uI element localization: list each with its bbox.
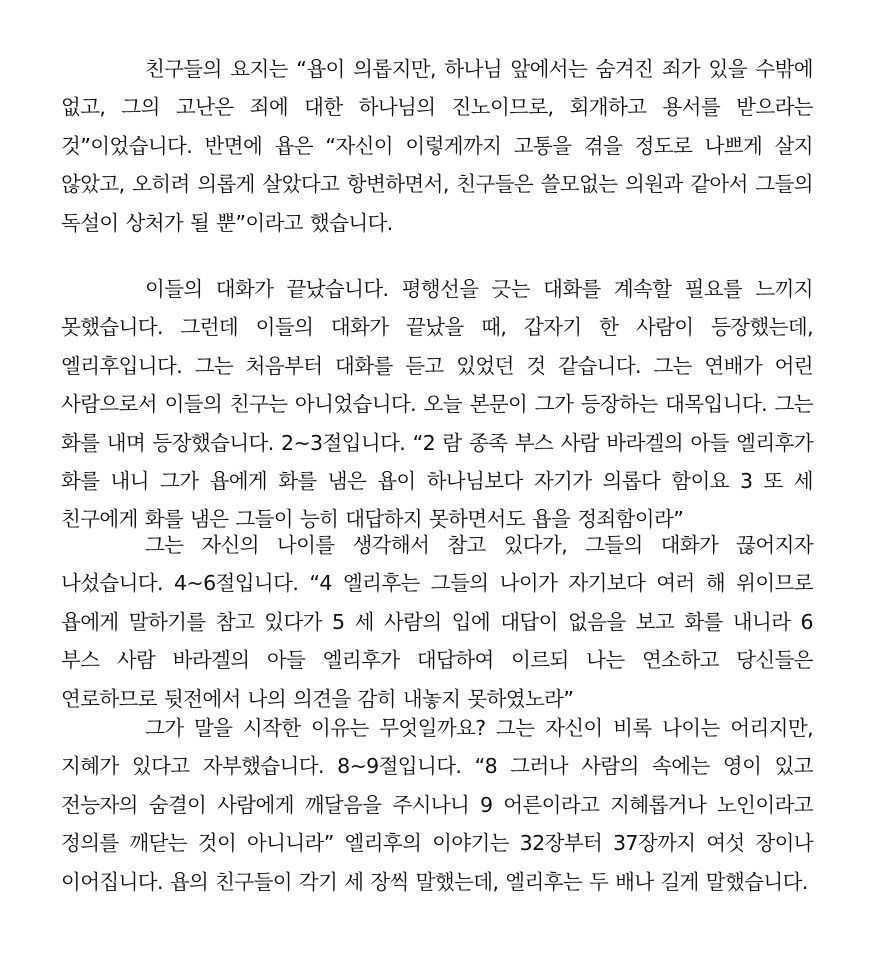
paragraph-elihu-appears: 이들의 대화가 끝났습니다. 평행선을 긋는 대화를 계속할 필요를 느끼지 못했습니다. 그런데 이들의 대화가 끝났을 때, 갑자기 한 사람이 등장했는데, 엘리후입니다. 그는 처음부터 대화를 듣고 있었던 것 같습니다. 그는 연배가 어린 사람으로서 이들의 친구는 아니었습니다. 오늘 본문이 그가 등장하는 대목입니다. 그는 화를 내며 등장했습니다. 2~3절입니다. “2 람 종족 부스 사람 바라겔의 아들 엘리후가 화를 내니 그가 욥에게 화를 냄은 욥이 하나님보다 자기가 의롭다 함이요 3 또 세 친구에게 화를 냄은 그들이 능히 대답하지 못하면서도 욥을 정죄함이라” xyxy=(61,277,813,532)
paragraph-elihu-waited: 그는 자신의 나이를 생각해서 참고 있다가, 그들의 대화가 끊어지자 나섰습니다. 4~6절입니다. “4 엘리후는 그들의 나이가 자기보다 여러 해 위이므로 욥에게 말하기를 참고 있다가 5 세 사람의 입에 대답이 없음을 보고 화를 내니라 6 부스 사람 바라겔의 아들 엘리후가 대답하여 이르되 나는 연소하고 당신들은 연로하므로 뒷전에서 나의 의견을 감히 내놓지 못하였노라” xyxy=(61,533,813,711)
paragraph-elihu-wisdom: 그가 말을 시작한 이유는 무엇일까요? 그는 자신이 비록 나이는 어리지만, 지혜가 있다고 자부했습니다. 8~9절입니다. “8 그러나 사람의 속에는 영이 있고 전능자의 숨결이 사람에게 깨달음을 주시나니 9 어른이라고 지혜롭거나 노인이라고 정의를 깨닫는 것이 아니니라” 엘리후의 이야기는 32장부터 37장까지 여섯 장이나 이어집니다. 욥의 친구들이 각기 세 장씩 말했는데, 엘리후는 두 배나 길게 말했습니다. xyxy=(61,716,813,894)
paragraph-friends-argument: 친구들의 요지는 “욥이 의롭지만, 하나님 앞에서는 숨겨진 죄가 있을 수밖에 없고, 그의 고난은 죄에 대한 하나님의 진노이므로, 회개하고 용서를 받으라는 것”이었습니다. 반면에 욥은 “자신이 이렇게까지 고통을 겪을 정도로 나쁘게 살지 않았고, 오히려 의롭게 살았다고 항변하면서, 친구들은 쓸모없는 의원과 같아서 그들의 독설이 상처가 될 뿐”이라고 했습니다. xyxy=(61,57,813,235)
